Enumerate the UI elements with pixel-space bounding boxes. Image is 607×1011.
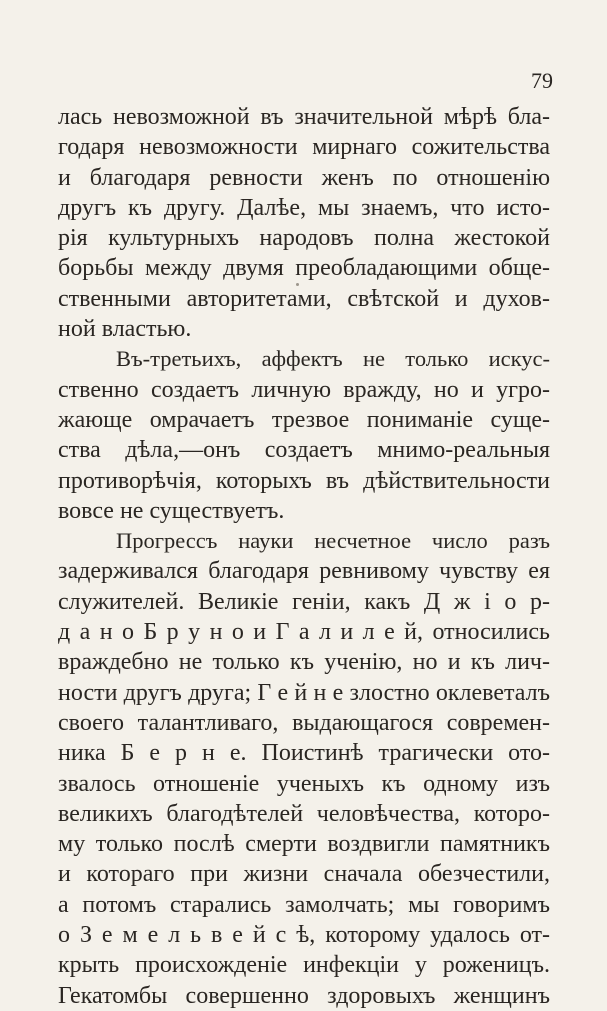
text-line: и котораго при жизни сначала обезчестили, [58, 861, 550, 888]
text-line: Въ-третьихъ, аффектъ не только искус- [116, 346, 550, 372]
text-line: и благодаря ревности женъ по отношенію [58, 164, 550, 191]
page-number: 79 [531, 68, 553, 93]
text-line: ности другъ друга; Г е й н е злостно оклеветалъ [58, 679, 550, 706]
text-line: враждебно не только къ ученію, но и къ лич- [58, 649, 550, 676]
text-line: вовсе не существуетъ. [58, 497, 285, 524]
text-line: великихъ благодѣтелей человѣчества, которо- [58, 800, 550, 827]
text-line: крыть происхожденіе инфекціи у роженицъ. [58, 952, 550, 979]
text-line: о З е м е л ь в е й с ѣ, которому удалось от- [58, 922, 550, 949]
text-line: борьбы между двумя преобладающими обще- [58, 255, 550, 282]
text-line: ной властью. [58, 316, 192, 343]
text-line: ственно создаетъ личную вражду, но и угро- [58, 376, 550, 403]
text-line: Прогрессъ науки несчетное число разъ [116, 528, 550, 554]
text-line: д а н о Б р у н о и Г а л и л е й, относились [58, 619, 550, 646]
print-speck [296, 283, 299, 286]
text-line: годаря невозможности мирнаго сожительства [58, 134, 550, 161]
text-line: противорѣчія, которыхъ въ дѣйствительности [58, 467, 550, 494]
text-line: му только послѣ смерти воздвигли памятникъ [58, 831, 550, 858]
text-line: а потомъ старались замолчать; мы говоримъ [58, 891, 550, 918]
text-line: жающе омрачаетъ трезвое пониманіе суще- [58, 406, 550, 433]
text-line: своего талантливаго, выдающагося современ- [58, 709, 550, 736]
text-line: другъ къ другу. Далѣе, мы знаемъ, что исто- [58, 194, 550, 221]
text-line: звалось отношеніе ученыхъ къ одному изъ [58, 770, 550, 797]
text-line: ственными авторитетами, свѣтской и духов- [58, 285, 550, 312]
text-line: ства дѣла,—онъ создаетъ мнимо-реальныя [58, 437, 550, 464]
text-line: Гекатомбы совершенно здоровыхъ женщинъ [58, 982, 550, 1009]
text-line: лась невозможной въ значительной мѣрѣ бла- [58, 104, 550, 130]
text-line: задерживался благодаря ревнивому чувству ея [58, 558, 550, 585]
body-text [58, 102, 550, 1011]
text-line: рія культурныхъ народовъ полна жестокой [58, 225, 550, 252]
text-line: ника Б е р н е. Поистинѣ трагически ото- [58, 740, 550, 767]
text-line: служителей. Великіе геніи, какъ Д ж і о р- [58, 588, 550, 615]
